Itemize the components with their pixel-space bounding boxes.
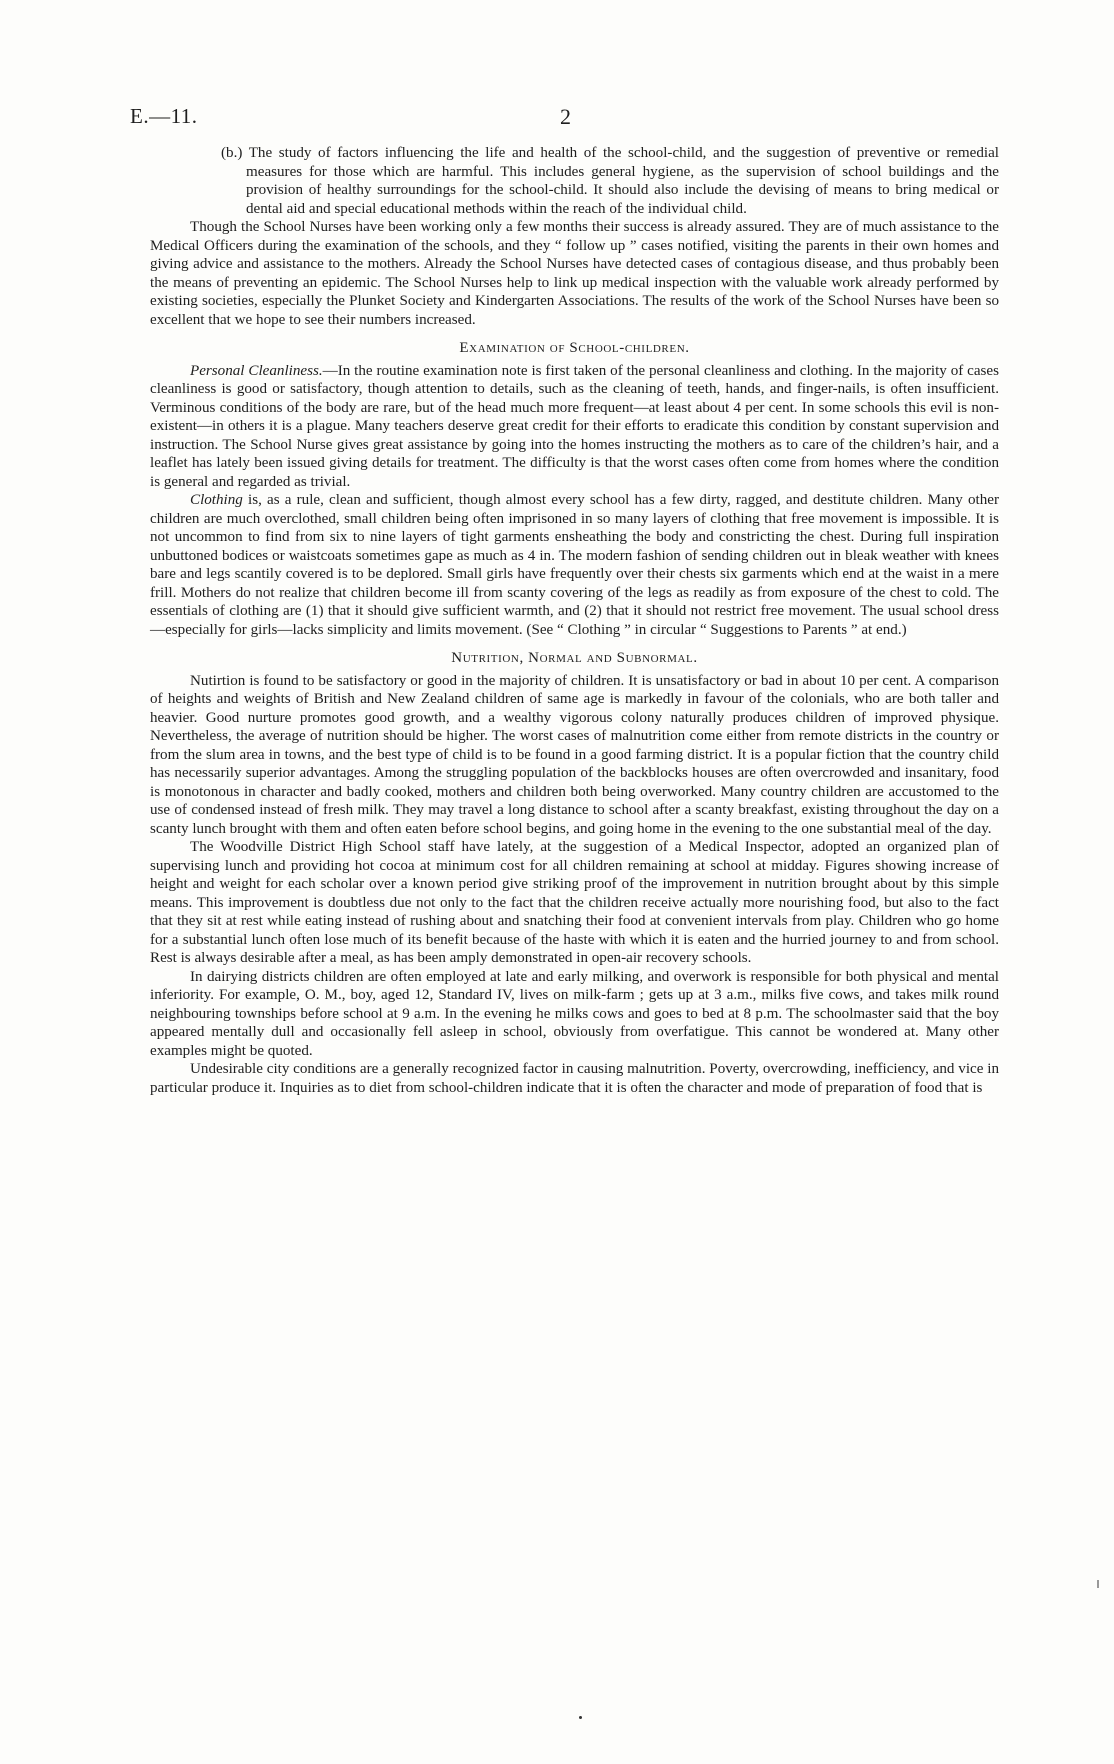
paragraph-clothing [150, 491, 999, 639]
paragraph-city-conditions: Undesirable city conditions are a generally recognized factor in causing malnutrition. Poverty, overcrowding, inefficiency, and vice in particular produce it. Inquiries as to diet from school-children indicate that it is often the character and mode of preparation of food that is [150, 1061, 999, 1096]
paragraph-nutrition: Nutirtion is found to be satisfactory or good in the majority of children. It is unsatisfactory or bad in about 10 per cent. A comparison of heights and weights of British and New Zealand children of same age is markedly in favour of the colonials, who are both taller and heavier. Good nurture promotes good growth, and a wealthy vigorous colony naturally produces children of improved physique. Nevertheless, the average of nutrition should be higher. The worst cases of malnutrition come either from remote districts in the country or from the slum area in towns, and the best type of child is to be found in a good farming district. It is a popular fiction that the country child has necessarily superior advantages. Among the struggling population of the backblocks houses are often overcrowded and insanitary, food is monotonous in character and badly cooked, mothers and children both being overworked. Many country children are accustomed to the use of condensed instead of fresh milk. They may travel a long distance to school after a scanty breakfast, existing throughout the day on a scanty lunch brought with them and often eaten before school begins, and going home in the evening to the one substantial meal of the day. [150, 672, 999, 837]
section-heading-examination: Examination of School-children. [459, 340, 690, 356]
paragraph-b: (b.) The study of factors influencing the life and health of the school-child, and the suggestion of preventive or remedial measures for those which are harmful. This includes general hygiene, as the supervision of school buildings and the provision of healthy surroundings for the school-child. It should also include the devising of means to bring medical or dental aid and special educational methods within the reach of the individual child. [221, 145, 999, 217]
paragraph-dairying: In dairying districts children are often employed at late and early milking, and overwork is responsible for both physical and mental inferiority. For example, O. M., boy, aged 12, Standard IV, lives on milk-farm ; gets up at 3 a.m., milks five cows, and takes milk round neighbouring townships before school at 9 a.m. In the evening he milks cows and goes to bed at 8 p.m. The schoolmaster said that the boy appeared mentally dull and occasionally fell asleep in school, obviously from overfatigue. This cannot be wondered at. Many other examples might be quoted. [150, 968, 999, 1059]
page-header [130, 104, 1000, 134]
paragraph-school-nurses: Though the School Nurses have been working only a few months their success is already assured. They are of much assistance to the Medical Officers during the examination of the schools, and they “ follow up ” cases notified, visiting the parents in their own homes and giving advice and assistance to the mothers. Already the School Nurses have detected cases of contagious disease, and thus probably been the means of preventing an epidemic. The School Nurses help to link up medical inspection with the valuable work already performed by existing societies, especially the Plunket Society and Kindergarten Associations. The results of the work of the School Nurses have been so excellent that we hope to see their numbers increased. [150, 219, 999, 328]
paragraph-lead-italic: Personal Cleanliness. [190, 362, 323, 379]
section-heading-nutrition: Nutrition, Normal and Subnormal. [451, 650, 698, 666]
paragraph-text: is, as a rule, clean and sufficient, though almost every school has a few dirty, ragged, and destitute children. Many other children are much overclothed, small children being often imprisoned in so many layers of clothing that free movement is impossible. It is not uncommon to find from six to nine layers of tight garments ensheathing the body and constricting the chest. During full inspiration unbuttoned bodices or waistcoats sometimes gape as much as 4 in. The modern fashion of sending children out in bleak weather with knees bare and legs scantily covered is to be deplored. Small girls have frequently over their chests six garments which end at the waist in a mere frill. Mothers do not realize that children become ill from scanty covering of the legs as readily as from exposure of the chest to cold. The essentials of clothing are (1) that it should give sufficient warmth, and (2) that it should not restrict free movement. The usual school dress—especially for girls—lacks simplicity and limits movement. (See “ Clothing ” in circular “ Suggestions to Parents ” at end.) [150, 492, 999, 638]
document-reference: E.—11. [130, 104, 198, 128]
paragraph-lead-italic: Clothing [190, 492, 243, 508]
paragraph-woodville: The Woodville District High School staff have lately, at the suggestion of a Medical Inspector, adopted an organized plan of supervising lunch and providing hot cocoa at minimum cost for all children remaining at school at midday. Figures showing increase of height and weight for each scholar over a known period give striking proof of the improvement in nutrition brought about by this simple means. This improvement is doubtless due not only to the fact that the children receive actually more nourishing food, but also to the fact that they sit at rest while eating instead of rushing about and snatching their food at convenient intervals from play. Children who go home for a substantial lunch often lose much of its benefit because of the haste with which it is eaten and the hurried journey to and from school. Rest is always desirable after a meal, as has been amply demonstrated in open-air recovery schools. [150, 839, 999, 966]
scan-speck [579, 1716, 582, 1719]
paragraph-personal-cleanliness [150, 362, 999, 492]
document-body [150, 144, 999, 1097]
page-number: 2 [560, 104, 571, 129]
margin-mark [1097, 1580, 1099, 1588]
paragraph-text: —In the routine examination note is first taken of the personal cleanliness and clothing. In the majority of cases cleanliness is good or satisfactory, though attention to details, such as the cleaning of teeth, hands, and finger-nails, is often insufficient. Verminous conditions of the body are rare, but of the head much more frequent—at least about 4 per cent. In some schools this evil is non-existent—in others it is a plague. Many teachers deserve great credit for their efforts to eradicate this condition by constant supervision and instruction. The School Nurse gives great assistance by going into the homes instructing the mothers as to care of the children’s hair, and a leaflet has lately been issued giving details for treatment. The difficulty is that the worst cases often come from homes where the condition is general and regarded as trivial. [150, 362, 999, 490]
